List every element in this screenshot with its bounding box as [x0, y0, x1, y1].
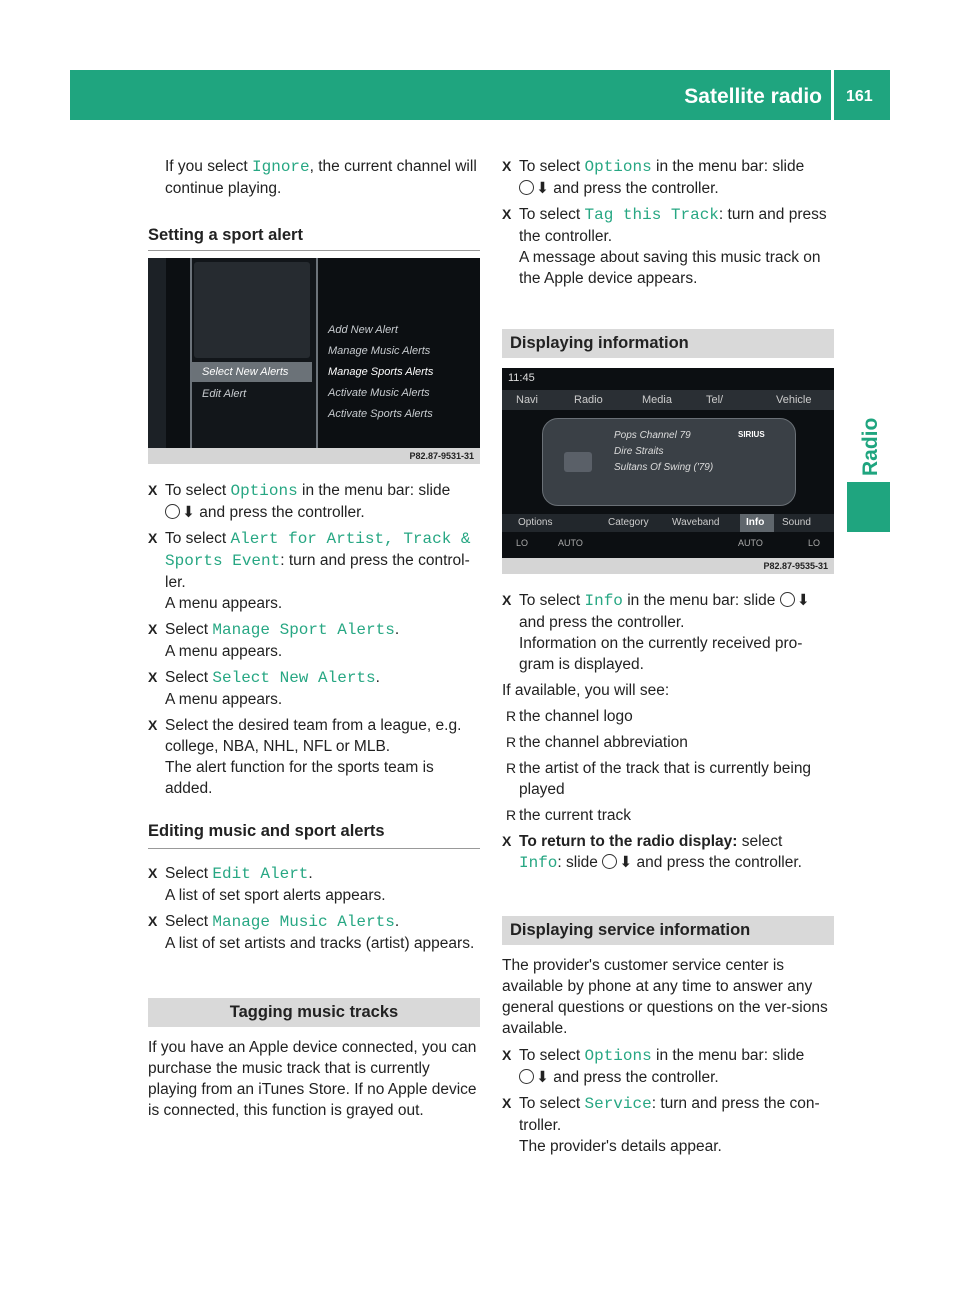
- controller-icon: [602, 854, 617, 869]
- controller-icon: [165, 504, 180, 519]
- heading-service-info: Displaying service information: [502, 916, 834, 945]
- page-number: 161: [846, 88, 873, 105]
- available-text: If available, you will see:: [502, 682, 670, 699]
- screenshot-caption: P82.87-9531-31: [148, 448, 480, 464]
- heading-editing: Editing music and sport alerts: [148, 821, 480, 849]
- left-column: [148, 156, 480, 251]
- step-r-options: X To select Options in the menu bar: slide ⬇ and press the controller.: [502, 158, 805, 197]
- tagging-text: If you have an Apple device connected, you can purchase the music track that is currently playing from an iTunes Store. If no Apple device is connected, this function is grayed out.: [148, 1039, 477, 1119]
- right-steps: [502, 590, 834, 1157]
- step-manage-sport: X Select Manage Sport Alerts. A menu appears.: [148, 621, 400, 660]
- heading-displaying-info: Displaying information: [502, 329, 834, 358]
- heading-tagging: Tagging music tracks: [148, 998, 480, 1027]
- screenshot-alerts: Select New Alerts Edit Alert Add New Alert Manage Music Alerts Manage Sports Alerts Activate Music Alerts Activate Sports Alerts P82.87-9531-31: [148, 258, 480, 464]
- list-item: R the channel logo: [506, 708, 633, 725]
- left-steps: [148, 480, 480, 1121]
- step-return: X To return to the radio display: select Info: slide ⬇ and press the controller.: [502, 833, 802, 872]
- step-service: X To select Service: turn and press the con-troller. The provider's details appear.: [502, 1095, 820, 1155]
- heading-sport-alert: Setting a sport alert: [148, 225, 480, 251]
- section-title: Satellite radio: [684, 85, 822, 108]
- side-tab: [847, 396, 890, 476]
- step-info: X To select Info in the menu bar: slide ⬇ and press the controller. Information on the currently received pro-gram is displayed.: [502, 592, 810, 673]
- controller-icon: [519, 1069, 534, 1084]
- list-item: R the channel abbreviation: [506, 734, 688, 751]
- step-select-team: X Select the desired team from a league, e.g. college, NBA, NHL, NFL or MLB. The alert function for the sports team is added.: [148, 717, 462, 797]
- side-tab-label: Radio: [859, 417, 882, 476]
- list-item: R the artist of the track that is currently being played: [506, 760, 812, 798]
- intro-text: If you select Ignore, the current channel will continue playing.: [165, 158, 477, 197]
- list-item: R the current track: [506, 807, 631, 824]
- step-alert-artist: X To select Alert for Artist, Track & Sports Event: turn and press the control-ler. A menu appears.: [148, 530, 471, 612]
- right-column: [502, 156, 834, 358]
- step-tag-track: X To select Tag this Track: turn and press the controller. A message about saving this music track on the Apple device appears.: [502, 206, 827, 287]
- step-manage-music: X Select Manage Music Alerts. A list of set artists and tracks (artist) appears.: [148, 913, 475, 952]
- screenshot-info: 11:45 Navi Radio Media Tel/ Vehicle Pops Channel 79 Dire Straits Sultans Of Swing ('79) SIRIUS Options Category Waveband Info Sound LO AUTO AUTO LO P82.87-9535-31: [502, 368, 834, 574]
- service-text: The provider's customer service center is available by phone at any time to answer any general questions or questions on the ver-sions available.: [502, 957, 828, 1037]
- controller-icon: [519, 180, 534, 195]
- header-separator: [831, 70, 834, 120]
- step-v-options: X To select Options in the menu bar: slide ⬇ and press the controller.: [502, 1047, 805, 1086]
- step-options: X To select Options in the menu bar: slide ⬇ and press the controller.: [148, 482, 451, 521]
- step-select-new: X Select Select New Alerts. A menu appears.: [148, 669, 380, 708]
- screenshot-caption: P82.87-9535-31: [502, 558, 834, 574]
- side-tab-block: [847, 482, 890, 532]
- controller-icon: [780, 592, 795, 607]
- step-edit-alert: X Select Edit Alert. A list of set sport alerts appears.: [148, 865, 386, 904]
